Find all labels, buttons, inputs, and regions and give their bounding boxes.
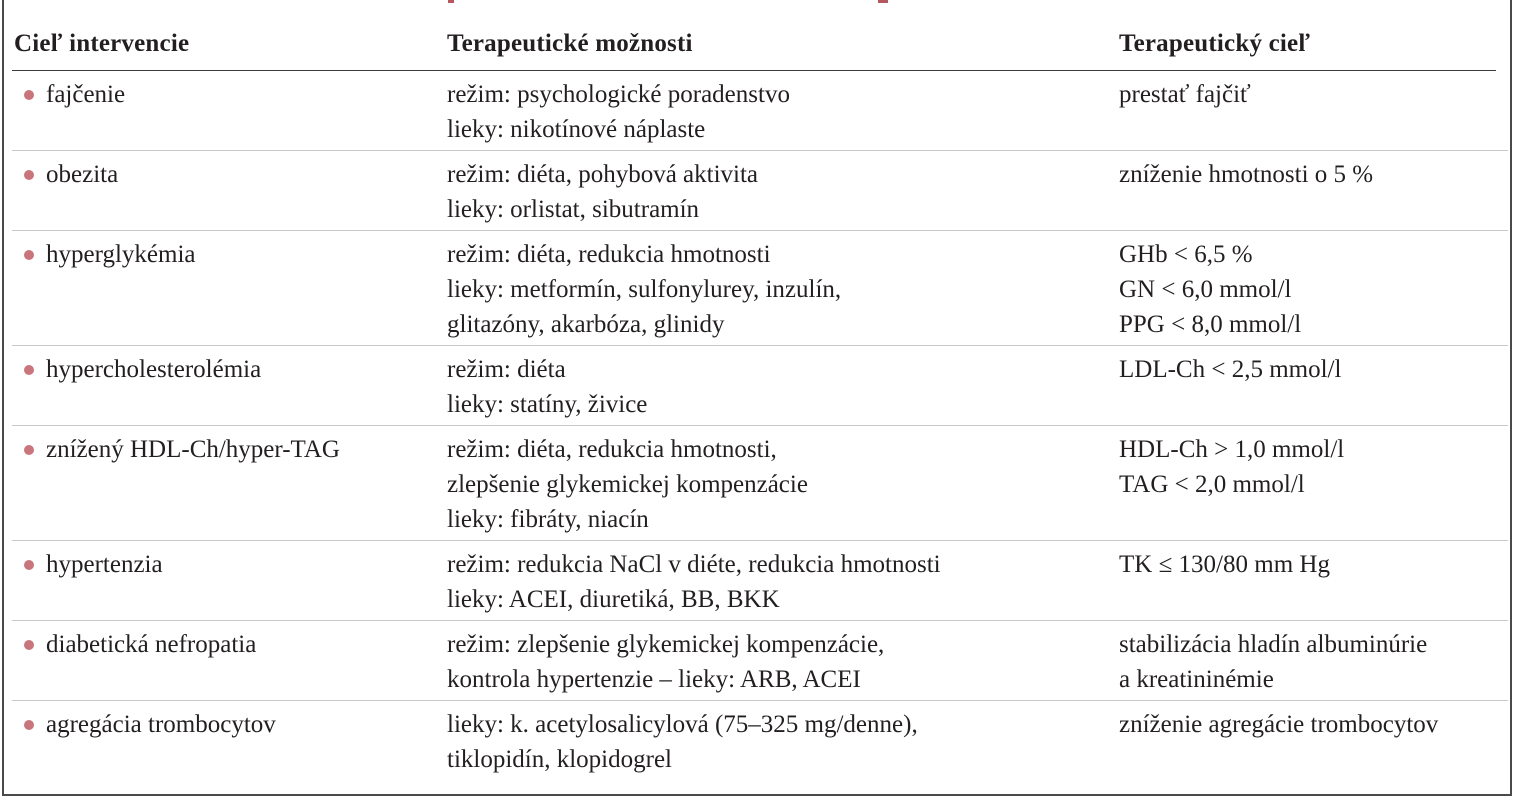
therapeutic-option-line: režim: diéta, redukcia hmotnosti <box>447 241 771 268</box>
therapeutic-goal-line: PPG < 8,0 mmol/l <box>1119 311 1302 338</box>
therapeutic-option-line: lieky: fibráty, niacín <box>447 506 649 533</box>
therapeutic-goal-line: GHb < 6,5 % <box>1119 241 1253 268</box>
intervention-target-cell <box>12 157 447 227</box>
therapeutic-goal-line: a kreatininémie <box>1119 666 1274 693</box>
bullet-icon <box>24 90 34 100</box>
therapeutic-goal-line: TK ≤ 130/80 mm Hg <box>1119 551 1330 578</box>
therapeutic-goal-line: LDL-Ch < 2,5 mmol/l <box>1119 356 1342 383</box>
intervention-target-text: obezita <box>46 161 119 188</box>
bullet-icon <box>24 365 34 375</box>
table-header <box>12 18 1508 70</box>
bullet-icon <box>24 560 34 570</box>
therapeutic-options-cell <box>447 432 1119 537</box>
therapeutic-option-line: tiklopidín, klopidogrel <box>447 746 672 773</box>
therapeutic-option-line: režim: zlepšenie glykemickej kompenzácie, <box>447 631 885 658</box>
bullet-icon <box>24 720 34 730</box>
therapeutic-goal-cell <box>1119 547 1508 617</box>
therapeutic-option-line: lieky: metformín, sulfonylurey, inzulín, <box>447 276 842 303</box>
table-row <box>12 150 1508 230</box>
intervention-target-text: hyperglykémia <box>46 241 196 268</box>
bullet-icon <box>24 170 34 180</box>
table-row <box>12 345 1508 425</box>
therapeutic-option-line: glitazóny, akarbóza, glinidy <box>447 311 725 338</box>
therapeutic-goal-line: stabilizácia hladín albuminúrie <box>1119 631 1428 658</box>
table-row <box>12 230 1508 345</box>
therapeutic-option-line: režim: diéta <box>447 356 566 383</box>
therapeutic-options-cell <box>447 547 1119 617</box>
therapeutic-option-line: zlepšenie glykemickej kompenzácie <box>447 471 808 498</box>
therapeutic-goal-cell <box>1119 157 1508 227</box>
intervention-target-cell <box>12 237 447 342</box>
table-row <box>12 620 1508 700</box>
bullet-icon <box>24 250 34 260</box>
intervention-target-cell <box>12 627 447 697</box>
intervention-target-text: diabetická nefropatia <box>46 631 257 658</box>
bullet-icon <box>24 445 34 455</box>
therapeutic-options-cell <box>447 627 1119 697</box>
header-intervention-target: Cieľ intervencie <box>14 30 190 57</box>
therapeutic-option-line: lieky: nikotínové náplaste <box>447 116 706 143</box>
table-body <box>12 71 1508 780</box>
decorative-strip <box>448 0 454 3</box>
therapeutic-options-cell <box>447 352 1119 422</box>
intervention-target-text: znížený HDL-Ch/hyper-TAG <box>46 436 340 463</box>
intervention-target-cell <box>12 707 447 777</box>
decorative-strip <box>878 0 888 3</box>
table-row <box>12 71 1508 150</box>
therapeutic-goal-cell <box>1119 627 1508 697</box>
header-therapeutic-options: Terapeutické možnosti <box>447 30 693 57</box>
table-row <box>12 540 1508 620</box>
therapeutic-options-cell <box>447 77 1119 147</box>
header-therapeutic-goal: Terapeutický cieľ <box>1119 30 1311 57</box>
intervention-target-text: hypertenzia <box>46 551 163 578</box>
therapeutic-goal-cell <box>1119 432 1508 537</box>
therapeutic-goal-line: HDL-Ch > 1,0 mmol/l <box>1119 436 1345 463</box>
therapeutic-goal-line: zníženie hmotnosti o 5 % <box>1119 161 1374 188</box>
therapeutic-goal-line: TAG < 2,0 mmol/l <box>1119 471 1305 498</box>
therapeutic-options-cell <box>447 157 1119 227</box>
therapeutic-option-line: režim: redukcia NaCl v diéte, redukcia hmotnosti <box>447 551 941 578</box>
therapeutic-options-cell <box>447 237 1119 342</box>
intervention-target-text: hypercholesterolémia <box>46 356 262 383</box>
therapeutic-options-cell <box>447 707 1119 777</box>
therapeutic-goal-line: prestať fajčiť <box>1119 81 1251 108</box>
therapy-table <box>12 18 1508 780</box>
therapeutic-goal-cell <box>1119 237 1508 342</box>
intervention-target-cell <box>12 547 447 617</box>
intervention-target-cell <box>12 77 447 147</box>
therapeutic-option-line: lieky: orlistat, sibutramín <box>447 196 700 223</box>
intervention-target-cell <box>12 432 447 537</box>
therapeutic-option-line: režim: psychologické poradenstvo <box>447 81 790 108</box>
intervention-target-text: agregácia trombocytov <box>46 711 276 738</box>
therapeutic-goal-cell <box>1119 77 1508 147</box>
therapeutic-option-line: lieky: ACEI, diuretiká, BB, BKK <box>447 586 780 613</box>
therapeutic-goal-cell <box>1119 707 1508 777</box>
intervention-target-text: fajčenie <box>46 81 126 108</box>
therapeutic-option-line: režim: diéta, pohybová aktivita <box>447 161 759 188</box>
table-row <box>12 700 1508 780</box>
therapeutic-option-line: lieky: k. acetylosalicylová (75–325 mg/denne), <box>447 711 918 738</box>
therapeutic-option-line: kontrola hypertenzie – lieky: ARB, ACEI <box>447 666 861 693</box>
therapeutic-option-line: lieky: statíny, živice <box>447 391 648 418</box>
therapeutic-goal-line: zníženie agregácie trombocytov <box>1119 711 1439 738</box>
intervention-target-cell <box>12 352 447 422</box>
table-row <box>12 425 1508 540</box>
therapeutic-option-line: režim: diéta, redukcia hmotnosti, <box>447 436 777 463</box>
bullet-icon <box>24 640 34 650</box>
therapeutic-goal-line: GN < 6,0 mmol/l <box>1119 276 1292 303</box>
therapeutic-goal-cell <box>1119 352 1508 422</box>
